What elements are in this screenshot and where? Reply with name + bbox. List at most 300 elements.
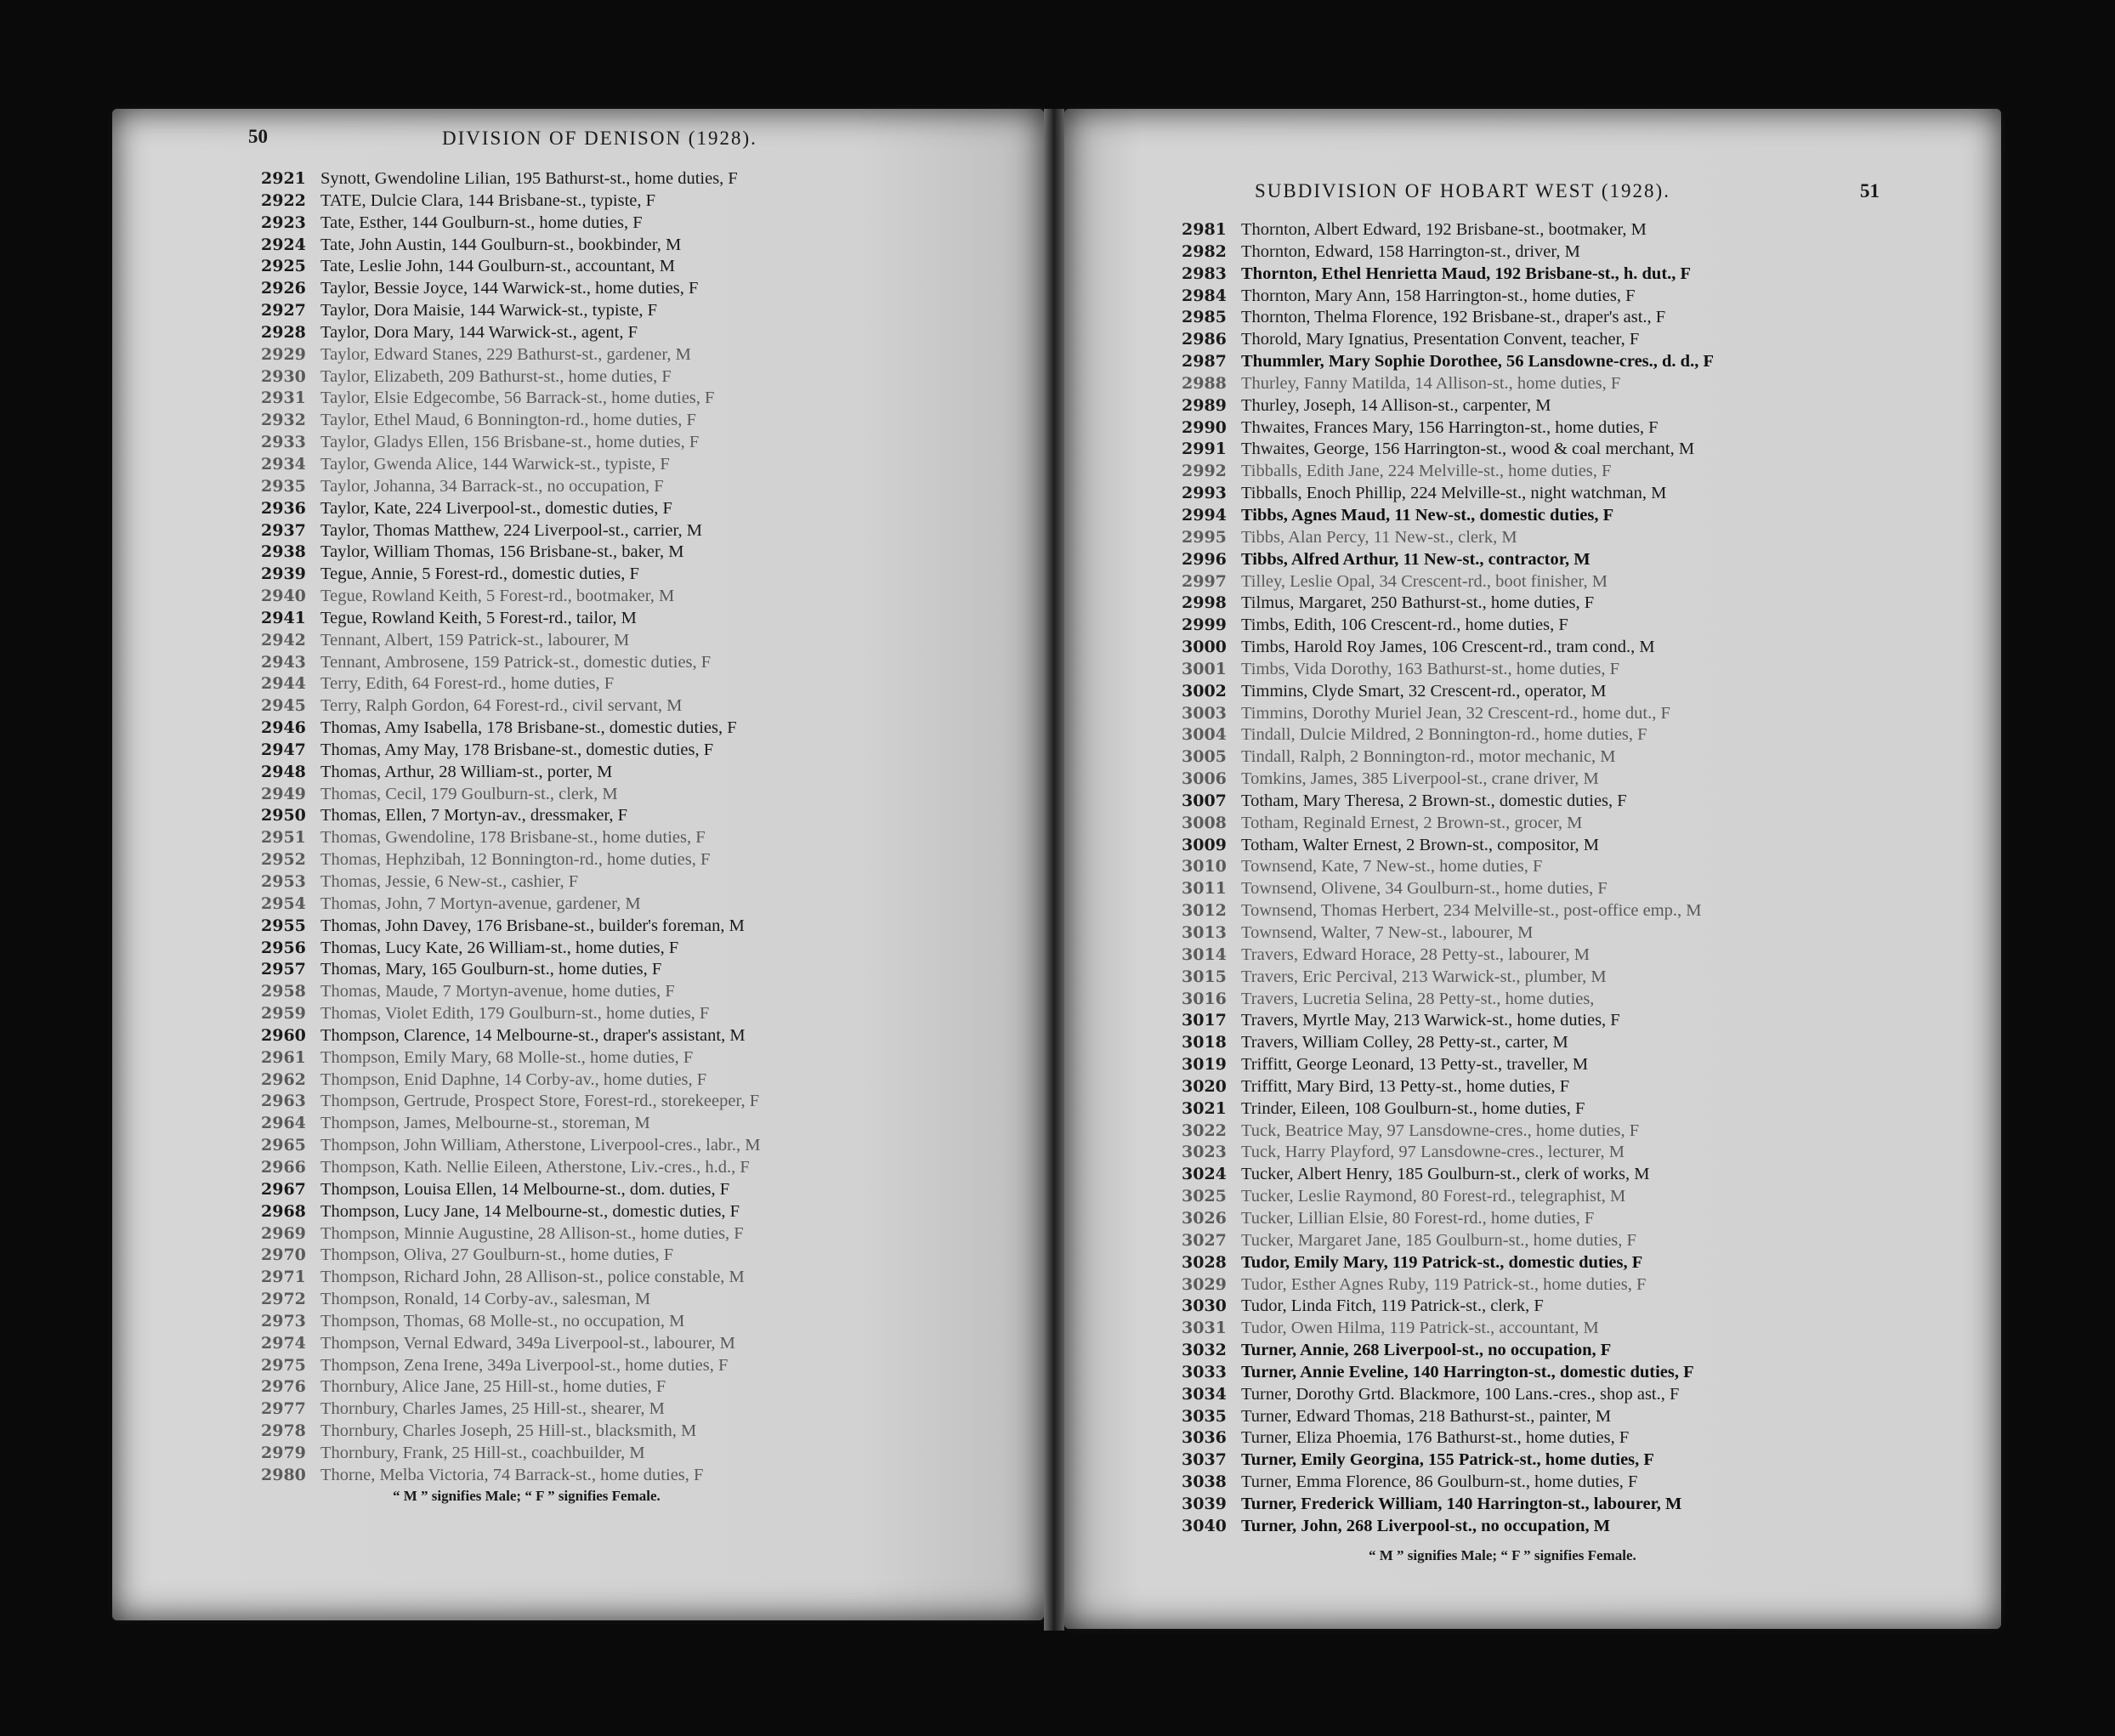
entry-number: 3029 — [1182, 1274, 1227, 1294]
elector-entry — [1182, 439, 1998, 461]
elector-list — [1182, 219, 1998, 1538]
entry-number: 2980 — [261, 1465, 306, 1484]
elector-entry — [261, 740, 1035, 762]
entry-text: Thwaites, George, 156 Harrington-st., wood & coal merchant, M — [1241, 440, 1695, 459]
elector-entry — [1182, 1142, 1998, 1164]
entry-number: 3020 — [1182, 1076, 1227, 1096]
entry-number: 2936 — [261, 498, 306, 518]
entry-number: 3011 — [1182, 879, 1227, 899]
entry-text: Timbs, Edith, 106 Crescent-rd., home duties, F — [1241, 616, 1568, 635]
elector-entry — [261, 300, 1035, 322]
entry-number: 2934 — [261, 454, 306, 474]
elector-entry — [1182, 1450, 1998, 1472]
entry-number: 3033 — [1182, 1362, 1227, 1381]
elector-entry — [261, 1135, 1035, 1157]
entry-number: 2954 — [261, 894, 306, 913]
elector-entry — [261, 410, 1035, 432]
entry-number: 2952 — [261, 850, 306, 870]
entry-number: 2991 — [1182, 440, 1227, 459]
entry-number: 2989 — [1182, 395, 1227, 415]
elector-entry — [261, 278, 1035, 300]
entry-number: 2981 — [1182, 220, 1227, 239]
elector-entry — [1182, 703, 1998, 725]
entry-text: Thomas, Violet Edith, 179 Goulburn-st., home duties, F — [320, 1004, 710, 1024]
entry-text: Travers, Lucretia Selina, 28 Petty-st., home duties, — [1241, 989, 1595, 1008]
entry-text: Thompson, Emily Mary, 68 Molle-st., home duties, F — [320, 1047, 694, 1067]
entry-text: Travers, William Colley, 28 Petty-st., carter, M — [1241, 1033, 1568, 1052]
entry-text: Thornton, Mary Ann, 158 Harrington-st., home duties, F — [1241, 286, 1636, 305]
elector-entry — [1182, 1186, 1998, 1208]
entry-number: 2961 — [261, 1047, 306, 1067]
entry-number: 3002 — [1182, 681, 1227, 701]
entry-number: 3004 — [1182, 725, 1227, 745]
entry-text: Travers, Myrtle May, 213 Warwick-st., home duties, F — [1241, 1011, 1620, 1030]
entry-text: Terry, Ralph Gordon, 64 Forest-rd., civil servant, M — [320, 696, 683, 716]
elector-entry — [1182, 264, 1998, 286]
elector-entry — [1182, 659, 1998, 681]
entry-number: 2940 — [261, 587, 306, 606]
entry-number: 3018 — [1182, 1033, 1227, 1052]
entry-number: 2941 — [261, 608, 306, 627]
entry-text: Tegue, Annie, 5 Forest-rd., domestic duties, F — [320, 564, 639, 584]
elector-entry — [1182, 219, 1998, 241]
entry-text: Thomas, Mary, 165 Goulburn-st., home duties, F — [320, 960, 662, 979]
entry-text: Turner, Annie Eveline, 140 Harrington-st., domestic duties, F — [1241, 1362, 1694, 1381]
elector-entry — [261, 322, 1035, 344]
elector-entry — [1182, 791, 1998, 813]
entry-text: Thompson, Zena Irene, 349a Liverpool-st., home duties, F — [320, 1355, 729, 1375]
entry-number: 2925 — [261, 257, 306, 276]
entry-number: 3034 — [1182, 1384, 1227, 1404]
entry-number: 3019 — [1182, 1055, 1227, 1075]
elector-entry — [261, 1443, 1035, 1465]
page-header: DIVISION OF DENISON (1928). — [442, 128, 757, 149]
elector-entry — [1182, 1318, 1998, 1340]
entry-text: Synott, Gwendoline Lilian, 195 Bathurst-st., home duties, F — [320, 169, 738, 188]
entry-text: Thompson, Louisa Ellen, 14 Melbourne-st., dom. duties, F — [320, 1179, 730, 1199]
elector-entry — [1182, 681, 1998, 703]
elector-entry — [261, 762, 1035, 784]
entry-number: 2998 — [1182, 593, 1227, 613]
entry-text: Tilmus, Margaret, 250 Bathurst-st., home duties, F — [1241, 593, 1595, 613]
entry-text: Thomas, John Davey, 176 Brisbane-st., builder's foreman, M — [320, 916, 745, 935]
entry-text: Thomas, Amy May, 178 Brisbane-st., domestic duties, F — [320, 740, 714, 759]
entry-number: 2984 — [1182, 286, 1227, 305]
entry-text: Tegue, Rowland Keith, 5 Forest-rd., bootmaker, M — [320, 587, 675, 606]
elector-entry — [261, 1465, 1035, 1487]
entry-text: Thomas, Hephzibah, 12 Bonnington-rd., home duties, F — [320, 850, 711, 870]
entry-text: Thompson, Richard John, 28 Allison-st., police constable, M — [320, 1268, 745, 1287]
entry-number: 3007 — [1182, 791, 1227, 810]
entry-number: 3006 — [1182, 769, 1227, 789]
entry-text: Tudor, Linda Fitch, 119 Patrick-st., clerk, F — [1241, 1296, 1544, 1316]
entry-text: Townsend, Thomas Herbert, 234 Melville-st., post-office emp., M — [1241, 901, 1702, 921]
entry-text: Tindall, Dulcie Mildred, 2 Bonnington-rd., home duties, F — [1241, 725, 1647, 745]
entry-number: 2923 — [261, 213, 306, 232]
entry-text: Taylor, Elsie Edgecombe, 56 Barrack-st., home duties, F — [320, 389, 715, 408]
entry-text: Thornbury, Charles Joseph, 25 Hill-st., blacksmith, M — [320, 1421, 697, 1441]
entry-number: 2933 — [261, 433, 306, 452]
elector-entry — [1182, 1362, 1998, 1384]
entry-text: Tibbs, Alan Percy, 11 New-st., clerk, M — [1241, 527, 1517, 547]
elector-entry — [261, 586, 1035, 608]
entry-text: Thornbury, Charles James, 25 Hill-st., shearer, M — [320, 1399, 665, 1419]
entry-text: Thorold, Mary Ignatius, Presentation Convent, teacher, F — [1241, 330, 1640, 349]
entry-text: Tuck, Beatrice May, 97 Lansdowne-cres., home duties, F — [1241, 1120, 1640, 1140]
elector-entry — [261, 1157, 1035, 1179]
entry-number: 2969 — [261, 1223, 306, 1243]
elector-entry — [1182, 615, 1998, 637]
entry-number: 2947 — [261, 740, 306, 759]
elector-entry — [1182, 286, 1998, 308]
elector-entry — [1182, 307, 1998, 329]
entry-text: Tate, Leslie John, 144 Goulburn-st., accountant, M — [320, 257, 676, 276]
entry-number: 3005 — [1182, 747, 1227, 767]
entry-number: 2968 — [261, 1201, 306, 1221]
entry-number: 2972 — [261, 1290, 306, 1309]
elector-entry — [261, 608, 1035, 630]
entry-number: 2986 — [1182, 330, 1227, 349]
entry-text: Thompson, Minnie Augustine, 28 Allison-st., home duties, F — [320, 1223, 744, 1243]
entry-text: Taylor, Bessie Joyce, 144 Warwick-st., home duties, F — [320, 279, 699, 298]
elector-entry — [261, 542, 1035, 564]
footnote: “ M ” signifies Male; “ F ” signifies Female. — [393, 1488, 661, 1504]
entry-number: 2953 — [261, 872, 306, 891]
entry-number: 2997 — [1182, 571, 1227, 591]
entry-text: Timbs, Vida Dorothy, 163 Bathurst-st., home duties, F — [1241, 659, 1620, 678]
elector-entry — [261, 1267, 1035, 1289]
entry-number: 3025 — [1182, 1187, 1227, 1206]
entry-number: 3013 — [1182, 923, 1227, 942]
elector-entry — [261, 1333, 1035, 1355]
elector-entry — [1182, 1296, 1998, 1318]
entry-number: 3023 — [1182, 1143, 1227, 1162]
entry-number: 2985 — [1182, 308, 1227, 327]
entry-text: Tomkins, James, 385 Liverpool-st., crane driver, M — [1241, 769, 1599, 789]
elector-entry — [1182, 1472, 1998, 1494]
entry-text: Timmins, Clyde Smart, 32 Crescent-rd., operator, M — [1241, 681, 1607, 701]
entry-number: 2982 — [1182, 241, 1227, 261]
elector-entry — [261, 235, 1035, 257]
entry-text: Totham, Mary Theresa, 2 Brown-st., domestic duties, F — [1241, 791, 1627, 810]
elector-entry — [261, 1245, 1035, 1267]
entry-text: Turner, John, 268 Liverpool-st., no occupation, M — [1241, 1516, 1611, 1535]
elector-entry — [1182, 1010, 1998, 1032]
entry-number: 2967 — [261, 1179, 306, 1199]
entry-number: 2974 — [261, 1333, 306, 1353]
elector-entry — [261, 388, 1035, 410]
left-page — [112, 109, 1044, 1620]
entry-number: 2957 — [261, 960, 306, 979]
elector-entry — [261, 1113, 1035, 1135]
elector-entry — [1182, 1516, 1998, 1538]
entry-number: 3039 — [1182, 1494, 1227, 1513]
entry-text: Thorne, Melba Victoria, 74 Barrack-st., home duties, F — [320, 1465, 704, 1484]
elector-entry — [1182, 461, 1998, 483]
entry-text: Tibbs, Alfred Arthur, 11 New-st., contractor, M — [1241, 549, 1591, 569]
entry-number: 2929 — [261, 344, 306, 364]
entry-number: 3038 — [1182, 1472, 1227, 1492]
elector-entry — [1182, 241, 1998, 264]
entry-text: Terry, Edith, 64 Forest-rd., home duties, F — [320, 674, 615, 694]
entry-text: Tucker, Margaret Jane, 185 Goulburn-st., home duties, F — [1241, 1230, 1636, 1250]
elector-entry — [1182, 769, 1998, 791]
elector-entry — [1182, 1494, 1998, 1516]
elector-entry — [1182, 1406, 1998, 1428]
entry-text: Thornton, Edward, 158 Harrington-st., driver, M — [1241, 241, 1580, 261]
entry-text: Townsend, Walter, 7 New-st., labourer, M — [1241, 923, 1534, 942]
entry-text: Turner, Edward Thomas, 218 Bathurst-st., painter, M — [1241, 1406, 1612, 1426]
entry-number: 2937 — [261, 520, 306, 540]
entry-number: 2979 — [261, 1443, 306, 1462]
elector-entry — [261, 718, 1035, 740]
entry-text: Tucker, Lillian Elsie, 80 Forest-rd., home duties, F — [1241, 1208, 1595, 1228]
entry-number: 3030 — [1182, 1296, 1227, 1316]
entry-number: 2978 — [261, 1421, 306, 1441]
page-number: 50 — [248, 126, 268, 147]
entry-text: Tennant, Albert, 159 Patrick-st., labourer, M — [320, 630, 630, 650]
elector-entry — [1182, 637, 1998, 659]
entry-number: 2924 — [261, 235, 306, 254]
entry-number: 3040 — [1182, 1516, 1227, 1535]
elector-entry — [1182, 593, 1998, 615]
entry-text: Thummler, Mary Sophie Dorothee, 56 Lansdowne-cres., d. d., F — [1241, 352, 1714, 372]
entry-number: 3031 — [1182, 1319, 1227, 1338]
entry-number: 2928 — [261, 322, 306, 342]
entry-number: 2949 — [261, 784, 306, 803]
elector-entry — [261, 652, 1035, 674]
entry-text: Tudor, Owen Hilma, 119 Patrick-st., accountant, M — [1241, 1319, 1599, 1338]
entry-text: Thomas, Gwendoline, 178 Brisbane-st., home duties, F — [320, 828, 706, 848]
entry-number: 2926 — [261, 279, 306, 298]
entry-text: Taylor, Elizabeth, 209 Bathurst-st., home duties, F — [320, 366, 672, 386]
entry-text: Thurley, Joseph, 14 Allison-st., carpenter, M — [1241, 395, 1551, 415]
book-gutter — [1044, 109, 1064, 1631]
entry-number: 2951 — [261, 828, 306, 848]
elector-entry — [261, 1311, 1035, 1333]
entry-number: 2950 — [261, 806, 306, 825]
elector-entry — [261, 366, 1035, 389]
elector-entry — [1182, 1076, 1998, 1098]
entry-text: Triffitt, Mary Bird, 13 Petty-st., home duties, F — [1241, 1076, 1570, 1096]
elector-entry — [1182, 549, 1998, 571]
entry-number: 2963 — [261, 1092, 306, 1111]
elector-entry — [261, 168, 1035, 190]
entry-number: 3014 — [1182, 945, 1227, 964]
entry-number: 2999 — [1182, 616, 1227, 635]
entry-text: Turner, Emily Georgina, 155 Patrick-st., home duties, F — [1241, 1450, 1654, 1470]
elector-entry — [261, 344, 1035, 366]
elector-entry — [1182, 571, 1998, 593]
footnote: “ M ” signifies Male; “ F ” signifies Female. — [1369, 1547, 1636, 1563]
entry-text: Trinder, Eileen, 108 Goulburn-st., home duties, F — [1241, 1098, 1585, 1118]
entry-text: Thomas, Cecil, 179 Goulburn-st., clerk, M — [320, 784, 618, 803]
entry-number: 2935 — [261, 476, 306, 496]
elector-entry — [1182, 527, 1998, 549]
entry-number: 2995 — [1182, 527, 1227, 547]
entry-number: 2955 — [261, 916, 306, 935]
entry-number: 3035 — [1182, 1406, 1227, 1426]
elector-entry — [1182, 1032, 1998, 1054]
entry-number: 3026 — [1182, 1208, 1227, 1228]
entry-text: Thompson, Thomas, 68 Molle-st., no occupation, M — [320, 1311, 685, 1330]
elector-list — [261, 168, 1035, 1487]
entry-text: Thornbury, Alice Jane, 25 Hill-st., home duties, F — [320, 1377, 666, 1397]
elector-entry — [261, 1091, 1035, 1113]
entry-text: Turner, Emma Florence, 86 Goulburn-st., home duties, F — [1241, 1472, 1638, 1492]
entry-number: 3008 — [1182, 813, 1227, 832]
elector-entry — [261, 454, 1035, 476]
entry-number: 2930 — [261, 366, 306, 386]
entry-number: 2938 — [261, 542, 306, 562]
entry-text: Thomas, Lucy Kate, 26 William-st., home duties, F — [320, 938, 679, 957]
entry-text: Tuck, Harry Playford, 97 Lansdowne-cres., lecturer, M — [1241, 1143, 1625, 1162]
entry-text: Thomas, Jessie, 6 New-st., cashier, F — [320, 872, 579, 891]
entry-number: 2990 — [1182, 417, 1227, 437]
entry-number: 2996 — [1182, 549, 1227, 569]
entry-text: Taylor, Gladys Ellen, 156 Brisbane-st., home duties, F — [320, 433, 700, 452]
elector-entry — [261, 849, 1035, 871]
entry-number: 2932 — [261, 411, 306, 430]
entry-text: Thompson, Kath. Nellie Eileen, Atherstone, Liv.-cres., h.d., F — [320, 1157, 750, 1177]
entry-number: 2956 — [261, 938, 306, 957]
entry-number: 2939 — [261, 564, 306, 584]
entry-number: 3017 — [1182, 1011, 1227, 1030]
elector-entry — [261, 1223, 1035, 1245]
entry-number: 2959 — [261, 1004, 306, 1024]
elector-entry — [261, 1376, 1035, 1398]
elector-entry — [261, 695, 1035, 718]
elector-entry — [1182, 373, 1998, 395]
elector-entry — [1182, 1252, 1998, 1274]
entry-number: 3001 — [1182, 659, 1227, 678]
entry-number: 3027 — [1182, 1230, 1227, 1250]
elector-entry — [261, 1069, 1035, 1092]
entry-text: Totham, Reginald Ernest, 2 Brown-st., grocer, M — [1241, 813, 1583, 832]
entry-number: 2987 — [1182, 352, 1227, 372]
elector-entry — [1182, 483, 1998, 505]
entry-text: Timmins, Dorothy Muriel Jean, 32 Crescent-rd., home dut., F — [1241, 703, 1670, 723]
elector-entry — [1182, 922, 1998, 945]
entry-text: Thompson, James, Melbourne-st., storeman, M — [320, 1114, 650, 1133]
entry-text: Thomas, Amy Isabella, 178 Brisbane-st., domestic duties, F — [320, 718, 737, 738]
entry-text: Tudor, Esther Agnes Ruby, 119 Patrick-st., home duties, F — [1241, 1274, 1647, 1294]
elector-entry — [261, 894, 1035, 916]
entry-number: 2927 — [261, 301, 306, 321]
elector-entry — [1182, 724, 1998, 746]
entry-text: Thornton, Ethel Henrietta Maud, 192 Brisbane-st., h. dut., F — [1241, 264, 1692, 283]
entry-text: Taylor, William Thomas, 156 Brisbane-st., baker, M — [320, 542, 684, 562]
elector-entry — [1182, 878, 1998, 900]
elector-entry — [1182, 746, 1998, 769]
elector-entry — [261, 981, 1035, 1003]
entry-number: 2976 — [261, 1377, 306, 1397]
entry-number: 2966 — [261, 1157, 306, 1177]
elector-entry — [1182, 351, 1998, 373]
entry-text: Tate, John Austin, 144 Goulburn-st., bookbinder, M — [320, 235, 682, 254]
entry-text: Thomas, Ellen, 7 Mortyn-av., dressmaker, F — [320, 806, 628, 825]
entry-text: Taylor, Ethel Maud, 6 Bonnington-rd., home duties, F — [320, 411, 696, 430]
entry-text: Thornton, Albert Edward, 192 Brisbane-st., bootmaker, M — [1241, 220, 1647, 239]
entry-text: Tucker, Albert Henry, 185 Goulburn-st., clerk of works, M — [1241, 1165, 1650, 1184]
entry-text: Townsend, Kate, 7 New-st., home duties, F — [1241, 857, 1543, 877]
elector-entry — [261, 520, 1035, 542]
entry-text: Thompson, Lucy Jane, 14 Melbourne-st., domestic duties, F — [320, 1201, 740, 1221]
entry-text: Taylor, Dora Maisie, 144 Warwick-st., typiste, F — [320, 301, 657, 321]
entry-text: TATE, Dulcie Clara, 144 Brisbane-st., typiste, F — [320, 190, 656, 210]
entry-number: 2975 — [261, 1355, 306, 1375]
entry-number: 3037 — [1182, 1450, 1227, 1470]
elector-entry — [261, 256, 1035, 278]
page-number: 51 — [1860, 180, 1880, 201]
entry-text: Timbs, Harold Roy James, 106 Crescent-rd., tram cond., M — [1241, 638, 1655, 657]
entry-number: 2993 — [1182, 484, 1227, 503]
entry-text: Taylor, Thomas Matthew, 224 Liverpool-st., carrier, M — [320, 520, 702, 540]
page-header: SUBDIVISION OF HOBART WEST (1928). — [1255, 180, 1670, 201]
entry-number: 3032 — [1182, 1341, 1227, 1360]
elector-entry — [261, 1179, 1035, 1201]
entry-text: Turner, Eliza Phoemia, 176 Bathurst-st., home duties, F — [1241, 1428, 1630, 1448]
entry-number: 3012 — [1182, 901, 1227, 921]
elector-entry — [1182, 1164, 1998, 1186]
elector-entry — [1182, 989, 1998, 1011]
entry-text: Travers, Edward Horace, 28 Petty-st., labourer, M — [1241, 945, 1591, 964]
elector-entry — [261, 959, 1035, 981]
entry-text: Thompson, Enid Daphne, 14 Corby-av., home duties, F — [320, 1069, 707, 1089]
entry-number: 2971 — [261, 1268, 306, 1287]
entry-number: 3036 — [1182, 1428, 1227, 1448]
entry-number: 2960 — [261, 1025, 306, 1045]
entry-text: Turner, Frederick William, 140 Harrington-st., labourer, M — [1241, 1494, 1682, 1513]
entry-number: 3000 — [1182, 638, 1227, 657]
elector-entry — [261, 1398, 1035, 1421]
elector-entry — [1182, 1427, 1998, 1450]
entry-text: Tudor, Emily Mary, 119 Patrick-st., domestic duties, F — [1241, 1252, 1643, 1272]
entry-text: Turner, Dorothy Grtd. Blackmore, 100 Lans.-cres., shop ast., F — [1241, 1384, 1680, 1404]
entry-text: Tennant, Ambrosene, 159 Patrick-st., domestic duties, F — [320, 652, 712, 672]
entry-text: Thompson, Clarence, 14 Melbourne-st., draper's assistant, M — [320, 1025, 746, 1045]
right-page — [1064, 109, 2001, 1629]
elector-entry — [261, 1201, 1035, 1223]
entry-number: 3009 — [1182, 835, 1227, 854]
elector-entry — [261, 784, 1035, 806]
entry-text: Thornton, Thelma Florence, 192 Brisbane-st., draper's ast., F — [1241, 308, 1666, 327]
elector-entry — [261, 213, 1035, 235]
entry-number: 2988 — [1182, 373, 1227, 393]
elector-entry — [261, 1025, 1035, 1047]
entry-text: Taylor, Johanna, 34 Barrack-st., no occupation, F — [320, 476, 664, 496]
entry-number: 2942 — [261, 630, 306, 650]
elector-entry — [1182, 900, 1998, 922]
entry-number: 3028 — [1182, 1252, 1227, 1272]
entry-text: Tucker, Leslie Raymond, 80 Forest-rd., telegraphist, M — [1241, 1187, 1626, 1206]
elector-entry — [1182, 1274, 1998, 1296]
elector-entry — [261, 564, 1035, 586]
entry-number: 2945 — [261, 696, 306, 716]
entry-text: Thwaites, Frances Mary, 156 Harrington-st., home duties, F — [1241, 417, 1659, 437]
elector-entry — [1182, 1208, 1998, 1230]
entry-text: Thomas, Maude, 7 Mortyn-avenue, home duties, F — [320, 982, 675, 1001]
elector-entry — [261, 432, 1035, 454]
entry-number: 2922 — [261, 190, 306, 210]
elector-entry — [1182, 1230, 1998, 1252]
entry-text: Thompson, John William, Atherstone, Liverpool-cres., labr., M — [320, 1136, 761, 1155]
entry-text: Tilley, Leslie Opal, 34 Crescent-rd., boot finisher, M — [1241, 571, 1608, 591]
entry-text: Taylor, Kate, 224 Liverpool-st., domestic duties, F — [320, 498, 672, 518]
entry-text: Thompson, Gertrude, Prospect Store, Forest-rd., storekeeper, F — [320, 1092, 760, 1111]
entry-number: 2962 — [261, 1069, 306, 1089]
entry-number: 2965 — [261, 1136, 306, 1155]
